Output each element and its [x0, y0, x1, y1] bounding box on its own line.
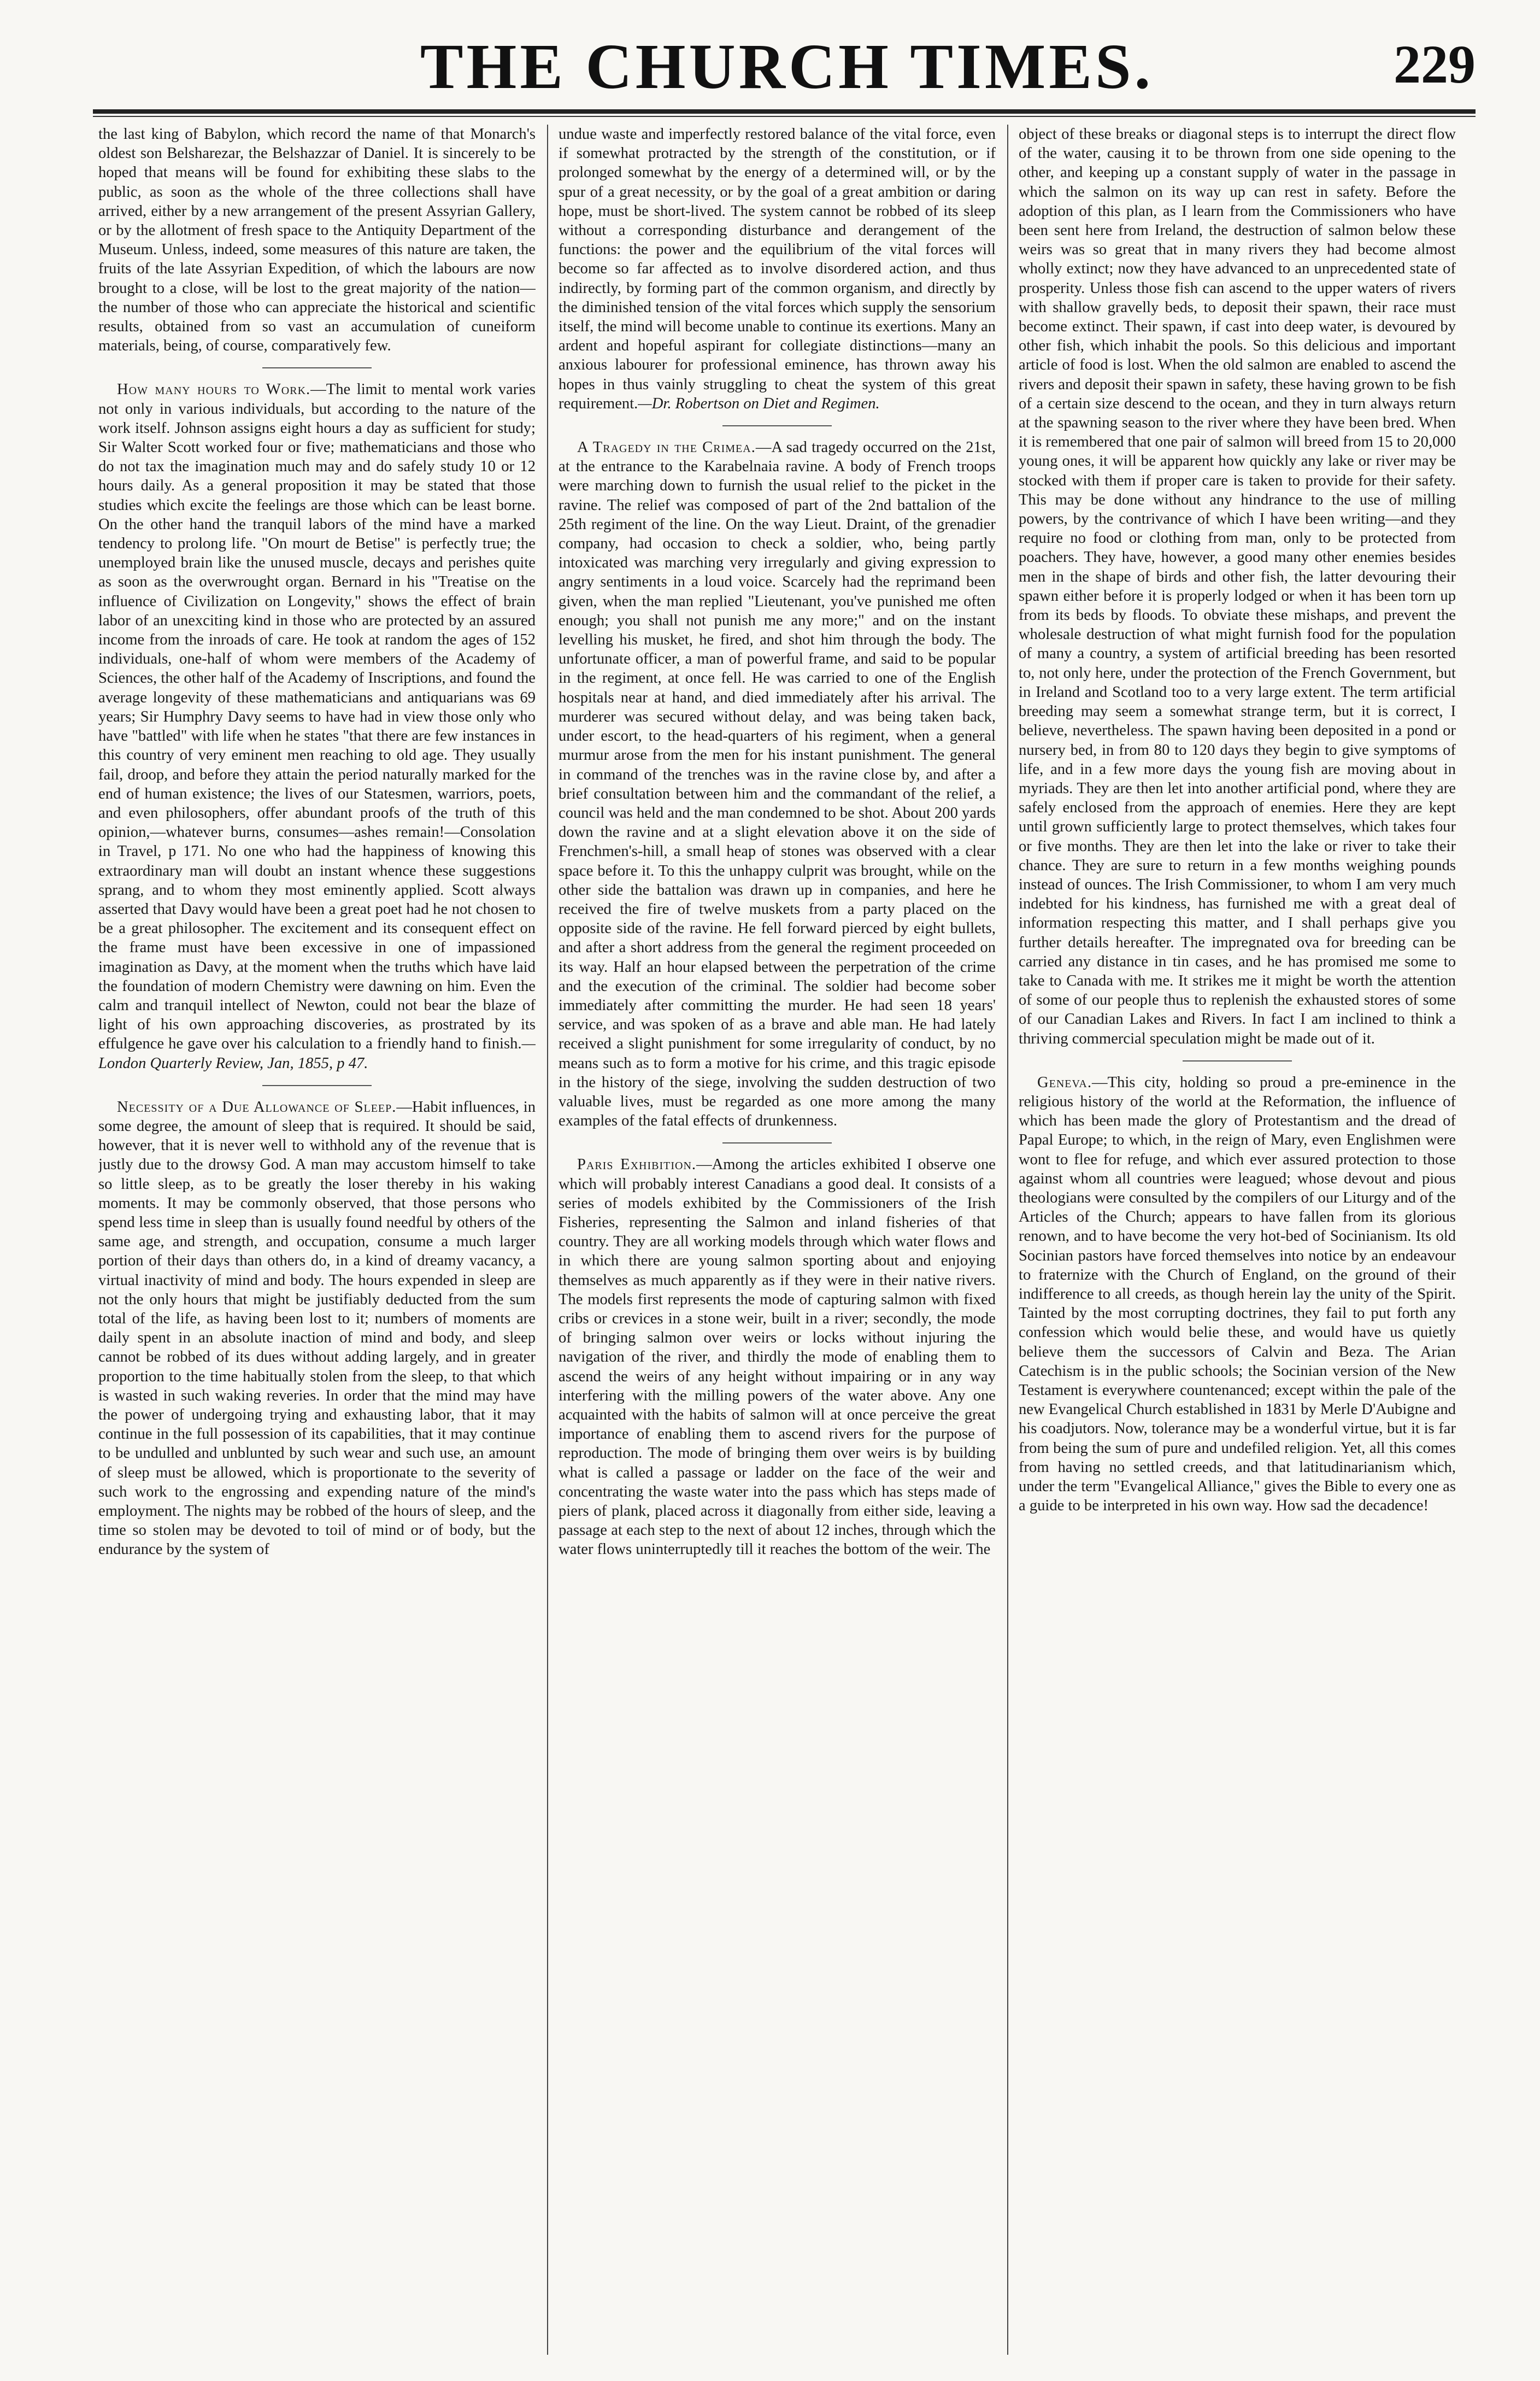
article-separator	[722, 425, 832, 428]
column-2	[559, 125, 996, 2355]
article-paragraph	[98, 1098, 536, 1559]
article-heading: Geneva.	[1037, 1074, 1092, 1091]
article-citation: —Dr. Robertson on Diet and Regimen.	[638, 395, 880, 412]
article-paragraph	[559, 438, 996, 1130]
column-1	[98, 125, 536, 2355]
article-heading: How many hours to Work.	[117, 381, 311, 398]
article-text: undue waste and imperfectly restored balance of the vital force, even if somewhat protracted by the strength of the constitution, or if prolonged somewhat by the energy of a determined will, or by the spur of a great necessity, or by the goal of a great ambition or daring hope, must be short-lived. The system cannot be robbed of its sleep without a corresponding disturbance and derangement of the functions: the power and the equilibrium of the vital forces will become so far affected as to involve disordered action, and thus indirectly, by forming part of the common organism, and directly by the diminished tension of the vital forces which supply the sensorium itself, the mind will become unable to continue its exertions. Many an ardent and hopeful aspirant for collegiate distinctions—many an anxious labourer for professional eminence, has thrown away his hopes in thus vainly struggling to cheat the system of this great requirement.	[559, 126, 996, 412]
article-text: —Habit influences, in some degree, the amount of sleep that is required. It should be said, however, that it is never well to withhold any of the revenue that is justly due to the drowsy God. A man may accustom himself to take so little sleep, as to be greatly the loser thereby in his waking moments. It may be commonly observed, that those persons who spend less time in sleep than is usually found needful by others of the same age, and strength, and occupation, consume a much larger portion of their days than others do, in a kind of dreamy vacancy, a virtual inactivity of mind and body. The hours expended in sleep are not the only hours that might be justifiably deducted from the sum total of the life, as having been lost to it; numbers of moments are daily spent in an absolute inaction of mind and body, and sleep cannot be robbed of its dues without adding largely, and in greater proportion to the time habitually stolen from the sleep, to that which is wasted in such waking reveries. In order that the mind may have the power of undergoing trying and exhausting labor, that it may continue in the full possession of its capabilities, that it may continue to be undulled and unblunted by such wear and such use, an amount of sleep must be allowed, which is proportionate to the severity of such work to the engrossing and expending nature of the mind's employment. The nights may be robbed of the hours of sleep, and the time so stolen may be devoted to toil of mind or of body, but the endurance by the system of	[98, 1098, 536, 1558]
newspaper-title: THE CHURCH TIMES.	[420, 31, 1154, 102]
article-paragraph	[559, 1155, 996, 1559]
article-text: the last king of Babylon, which record the name of that Monarch's oldest son Belsharezar, the Belshazzar of Daniel. It is sincerely to be hoped that means will be found for exhibiting these slabs to the public, as soon as the whole of the three collections shall have arrived, either by a new arrangement of the present Assyrian Gallery, or by the allotment of fresh space to the Antiquity Department of the Museum. Unless, indeed, some measures of this nature are taken, the fruits of the late Assyrian Expedition, of which the labours are now brought to a close, will be lost to the great majority of the nation—the number of those who can appreciate the historical and scientific results, obtained from so vast an accumulation of cuneiform materials, being, of course, comparatively few.	[98, 126, 536, 355]
article-heading: Paris Exhibition.	[577, 1156, 697, 1174]
article-separator	[1183, 1060, 1292, 1063]
article-paragraph	[559, 125, 996, 413]
article-text: —A sad tragedy occurred on the 21st, at the entrance to the Karabelnaia ravine. A body of French troops were marching down to furnish the usual relief to the picket in the ravine. The relief was composed of part of the 2nd battalion of the 25th regiment of the line. On the way Lieut. Draint, of the grenadier company, had occasion to check a soldier, who, being partly intoxicated was marching very irregularly and giving expression to angry sentiments in a loud voice. Scarcely had the reprimand been given, when the man replied "Lieutenant, you've punished me often enough; you shall not punish me any more;" and on the instant levelling his musket, he fired, and shot him through the body. The unfortunate officer, a man of powerful frame, and said to be popular in the regiment, at once fell. He was carried to one of the English hospitals near at hand, and died immediately after his arrival. The murderer was secured without delay, and was being taken back, under escort, to the head-quarters of his regiment, when a general murmur arose from the men for his instant punishment. The general in command of the trenches was in the ravine close by, and after a brief consultation between him and the commandant of the relief, a council was held and the man condemned to be shot. About 200 yards down the ravine and at a slight elevation above it on the side of Frenchmen's-hill, a small heap of stones was observed with a clear space before it. To this the unhappy culprit was brought, while on the other side the battalion was drawn up in companies, and here he received the fire of twelve muskets from a party placed on the opposite side of the ravine. He fell forward pierced by eight bullets, and after a short address from the general the regiment proceeded on its way. Half an hour elapsed between the perpetration of the crime and the execution of the criminal. The soldier had become sober immediately after committing the murder. He had seen 18 years' service, and was spoken of as a brave and able man. He had lately received a slight punishment for some irregularity of conduct, by no means such as to form a motive for his crime, and this tragic episode in the history of the siege, involving the sudden destruction of two valuable lives, must be regarded as one more among the many examples of the fatal effects of drunkenness.	[559, 439, 996, 1130]
page-number: 229	[1394, 34, 1476, 95]
article-separator	[262, 1085, 372, 1088]
article-heading: A Tragedy in the Crimea.	[577, 439, 756, 456]
column-divider	[547, 125, 548, 2355]
masthead	[98, 20, 1476, 107]
column-3	[1019, 125, 1456, 2355]
masthead-rule-heavy	[93, 109, 1476, 114]
article-heading: Necessity of a Due Allowance of Sleep.	[117, 1098, 397, 1116]
column-divider	[1007, 125, 1008, 2355]
article-paragraph	[1019, 1073, 1456, 1516]
article-paragraph	[98, 125, 536, 355]
article-separator	[722, 1142, 832, 1145]
article-text: —This city, holding so proud a pre-eminence in the religious history of the world at the Reformation, the influence of which has been made the glory of Protestantism and the dread of Papal Europe; to which, in the reign of Mary, even Englishmen were wont to flee for refuge, and which ever assured protection to those against whom all countries were leagued; whose devout and pious theologians were consulted by the compilers of our Liturgy and of the Articles of the Church; appears to have fallen from its glorious renown, and to have become the very hot-bed of Socinianism. Its old Socinian pastors have forced themselves into notice by an endeavour to fraternize with the Church of England, on the ground of their indifference to all creeds, as though herein lay the unity of the Spirit. Tainted by the most corrupting doctrines, they fail to put forth any confession which would belie these, and would have us quietly believe them the successors of Calvin and Beza. The Arian Catechism is in the public schools; the Socinian version of the New Testament is everywhere countenanced; except within the pale of the new Evangelical Church established in 1831 by Merle D'Aubigne and his coadjutors. Now, tolerance may be a wonderful virtue, but it is far from being the sum of pure and undefiled religion. Yet, all this comes from having no settled creeds, and that latitudinarianism which, under the term "Evangelical Alliance," gives the Bible to every one as a guide to be interpreted in his own way. How sad the decadence!	[1019, 1074, 1456, 1515]
article-paragraph	[98, 380, 536, 1072]
masthead-rule-thin	[93, 116, 1476, 117]
article-separator	[262, 367, 372, 370]
article-text: object of these breaks or diagonal steps is to interrupt the direct flow of the water, causing it to be thrown from one side opening to the other, and keeping up a constant supply of water in the passage in which the salmon on its way up can rest in safety. Before the adoption of this plan, as I learn from the Commissioners who have been sent here from Ireland, the destruction of salmon below these weirs was so great that in many rivers they had become almost wholly extinct; now they have advanced to an unprecedented state of prosperity. Unless those fish can ascend to the upper waters of rivers with shallow gravelly beds, to deposit their spawn, their race must become extinct. Their spawn, if cast into deep water, is devoured by other fish, which inhabit the pools. So this delicious and important article of food is lost. When the old salmon are enabled to ascend the rivers and deposit their spawn in safety, these having grown to be fish of a certain size descend to the ocean, and they in turn always return at the spawning season to the river where they have been bred. When it is remembered that one pair of salmon will breed from 15 to 20,000 young ones, it will be apparent how quickly any lake or river may be stocked with them if proper care is taken to provide for their safety. This may be done without any hindrance to the use of milling powers, by the contrivance of which I have been writing—and they require no food or clothing from man, only to be protected from poachers. They have, however, a good many other enemies besides men in the shape of birds and other fish, the latter devouring their spawn either before it is properly lodged or when it has been torn up from its beds by floods. To obviate these mishaps, and prevent the wholesale destruction of what might furnish food for the population of many a country, a system of artificial breeding has been resorted to, not only here, under the protection of the French Government, but in Ireland and Scotland too to a very large extent. The term artificial breeding may seem a somewhat strange term, but it is correct, I believe, nevertheless. The spawn having been deposited in a pond or nursery bed, in from 80 to 120 days they begin to give symptoms of life, and in a few more days the young fish are moving about in myriads. They are then let into another artificial pond, where they are safely enclosed from the approach of enemies. Here they are kept until grown sufficiently large to protect themselves, which takes four or five months. They are then let into the lake or river to take their chance. They are sure to return in a few months weighing pounds instead of ounces. The Irish Commissioner, to whom I am very much indebted for his kindness, has furnished me with a great deal of information respecting this matter, and I shall perhaps give you further details hereafter. The impregnated ova for breeding can be carried any distance in tin cases, and he has promised me some to take to Canada with me. It strikes me it might be worth the attention of some of our people thus to replenish the exhausted stores of some of our Canadian Lakes and Rivers. In fact I am inclined to think a thriving commercial speculation might be made out of it.	[1019, 126, 1456, 1047]
article-paragraph	[1019, 125, 1456, 1048]
article-text: —Among the articles exhibited I observe one which will probably interest Canadians a good deal. It consists of a series of models exhibited by the Commissioners of the Irish Fisheries, representing the Salmon and inland fisheries of that country. They are all working models through which water flows and in which there are young salmon sporting about and enjoying themselves as much apparently as if they were in their native rivers. The models first represents the mode of capturing salmon with fixed cribs or crevices in a stone weir, built in a river; secondly, the mode of bringing salmon over weirs or locks without injuring the navigation of the river, and thirdly the mode of enabling them to ascend the weirs of any height without impairing or in any way interfering with the milling powers of the water above. Any one acquainted with the habits of salmon will at once perceive the great importance of enabling them to ascend rivers for the purpose of reproduction. The mode of bringing them over weirs is by building what is called a passage or ladder on the face of the weir and concentrating the waste water into the pass which has steps made of piers of plank, placed across it diagonally from either side, leaving a passage at each step to the next of about 12 inches, through which the water flows uninterruptedly till it reaches the bottom of the weir. The	[559, 1156, 996, 1558]
article-text: —The limit to mental work varies not only in various individuals, but according to the nature of the work itself. Johnson assigns eight hours a day as sufficient for study; Sir Walter Scott worked four or five; mathematicians and those who do not tax the imagination much may and do safely study 10 or 12 hours daily. As a general proposition it may be stated that those studies which excite the feelings are those which can be least borne. On the other hand the tranquil labors of the mind have a marked tendency to prolong life. "On mourt de Betise" is perfectly true; the unemployed brain like the unused muscle, decays and perishes quite as soon as the overwrought organ. Bernard in his "Treatise on the influence of Civilization on Longevity," shows the effect of brain labor of an unexciting kind in those who are protected by an assured income from the inroads of care. He took at random the ages of 152 individuals, one-half of whom were members of the Academy of Sciences, the other half of the Academy of Inscriptions, and found the average longevity of these mathematicians and antiquarians was 69 years; Sir Humphry Davy seems to have had in view those only who have "battled" with life when he states "that there are few instances in this country of very eminent men reaching to old age. They usually fail, droop, and before they attain the period naturally marked for the end of human existence; the lives of our Statesmen, warriors, poets, and even philosophers, offer abundant proofs of the truth of this opinion,—whatever burns, consumes—ashes remain!—Consolation in Travel, p 171. No one who had the happiness of knowing this extraordinary man will doubt an instant whence these suggestions sprang, and to whom they most eminently applied. Scott always asserted that Davy would have been a great poet had he not chosen to be a great philosopher. The excitement and its consequent effect on the frame must have been excessive in one of impassioned imagination as Davy, at the moment when the truths which have laid the foundation of modern Chemistry were dawning on him. Even the calm and tranquil intellect of Newton, could not bear the blaze of light of his own approaching discoveries, as prostrated by its effulgence he gave over his calculation to a friendly hand to finish.	[98, 381, 536, 1053]
article-citation: —London Quarterly Review, Jan, 1855, p 47.	[98, 1035, 536, 1072]
